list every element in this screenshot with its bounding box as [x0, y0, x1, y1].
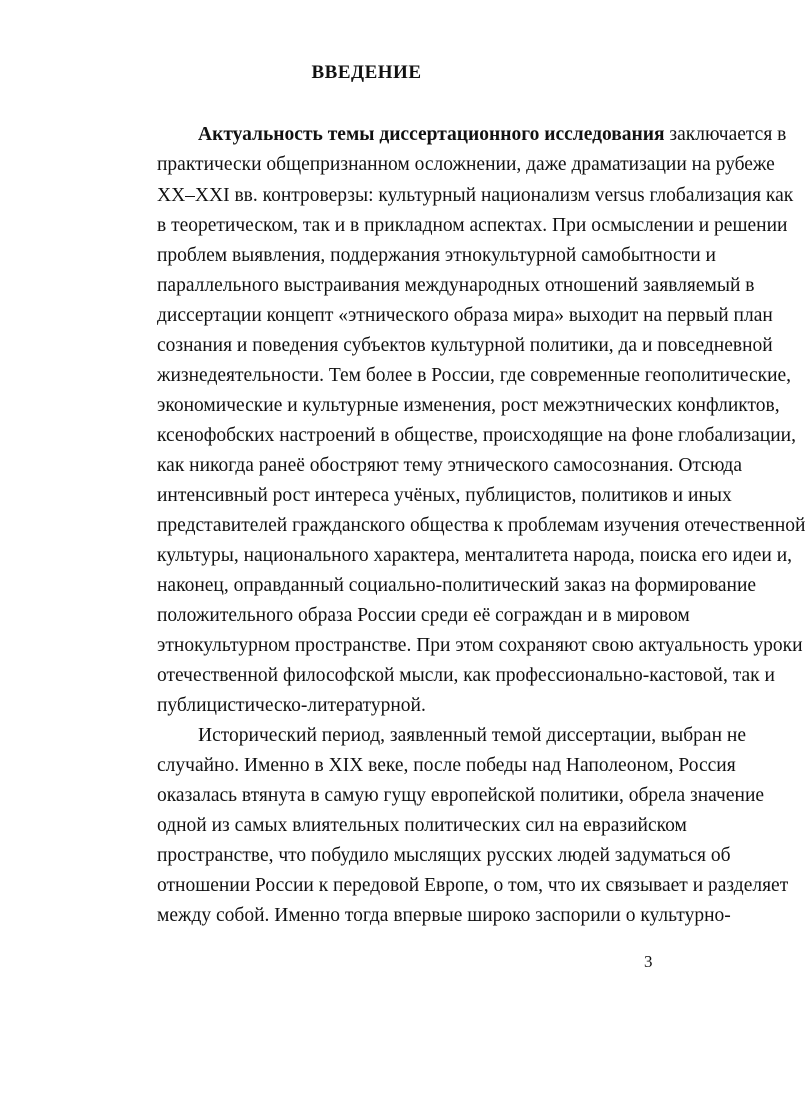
paragraph-line: ксенофобских настроений в обществе, происходящие на фоне глобализации, — [157, 425, 796, 446]
paragraph-line: публицистическо-литературной. — [157, 695, 426, 716]
paragraph-line: отношении России к передовой Европе, о том, что их связывает и разделяет — [157, 875, 789, 896]
page-number: 3 — [644, 952, 653, 971]
paragraph-line: положительного образа России среди её сограждан и в мировом — [157, 605, 690, 626]
paragraph-line: практически общепризнанном осложнении, даже драматизации на рубеже — [157, 154, 775, 175]
paragraph-2-line-1: Исторический период, заявленный темой диссертации, выбран не — [198, 725, 746, 746]
paragraph-line: XX–XXI вв. контроверзы: культурный национализм versus глобализация как — [157, 185, 794, 206]
paragraph-line: между собой. Именно тогда впервые широко заспорили о культурно- — [157, 905, 731, 926]
paragraph-1-line-1 — [198, 123, 787, 147]
paragraph-line: культуры, национального характера, менталитета народа, поиска его идеи и, — [157, 545, 793, 566]
page-title: ВВЕДЕНИЕ — [311, 62, 422, 83]
paragraph-line: этнокультурном пространстве. При этом сохраняют свою актуальность уроки — [157, 635, 803, 656]
paragraph-line: параллельного выстраивания международных отношений заявляемый в — [157, 275, 755, 296]
paragraph-line: случайно. Именно в XIX веке, после победы над Наполеоном, Россия — [157, 755, 736, 776]
paragraph-line: одной из самых влиятельных политических сил на евразийском — [157, 815, 687, 836]
paragraph-line: жизнедеятельности. Тем более в России, где современные геополитические, — [157, 365, 792, 386]
paragraph-line: в теоретическом, так и в прикладном аспектах. При осмыслении и решении — [157, 215, 788, 236]
paragraph-line: наконец, оправданный социально-политический заказ на формирование — [157, 575, 757, 596]
paragraph-line: экономические и культурные изменения, рост межэтнических конфликтов, — [157, 395, 780, 416]
paragraph-line: как никогда ранеё обостряют тему этнического самосознания. Отсюда — [157, 455, 742, 476]
paragraph-line: сознания и поведения субъектов культурной политики, да и повседневной — [157, 335, 773, 356]
paragraph-line: оказалась втянута в самую гущу европейской политики, обрела значение — [157, 785, 765, 806]
paragraph-line: представителей гражданского общества к проблемам изучения отечественной — [157, 515, 805, 536]
paragraph-line: отечественной философской мысли, как профессионально-кастовой, так и — [157, 665, 775, 686]
paragraph-line: проблем выявления, поддержания этнокультурной самобытности и — [157, 245, 716, 266]
topic-relevance-bold: Актуальность темы диссертационного исследования — [198, 124, 665, 145]
paragraph-line: пространстве, что побудило мыслящих русских людей задуматься об — [157, 845, 731, 866]
paragraph-line: интенсивный рост интереса учёных, публицистов, политиков и иных — [157, 485, 732, 506]
paragraph-1-lead-rest: заключается в — [664, 124, 787, 145]
paragraph-line: диссертации концепт «этнического образа мира» выходит на первый план — [157, 305, 773, 326]
